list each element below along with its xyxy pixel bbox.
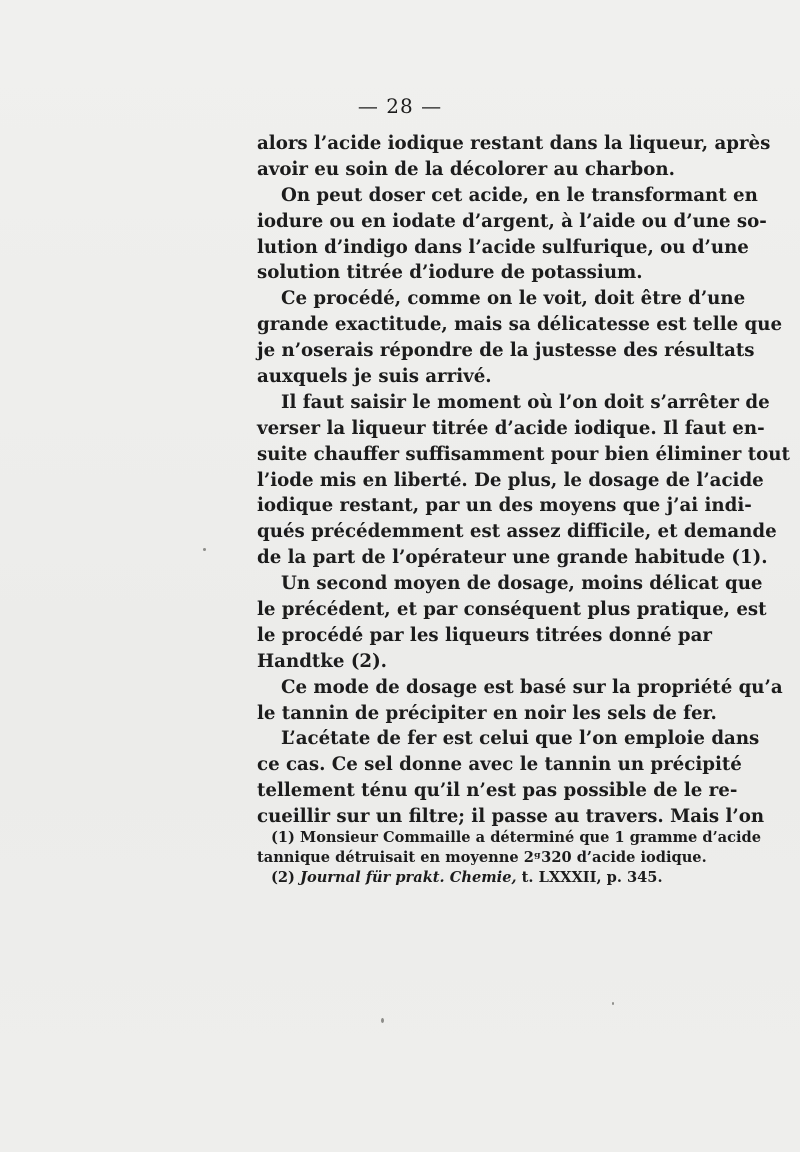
- text-line: le tannin de précipiter en noir les sels de fer.: [257, 702, 717, 724]
- text-line: lution d’indigo dans l’acide sulfurique, ou d’une: [257, 236, 749, 258]
- footnote-2-mark: (2): [271, 869, 295, 886]
- text-line: cueillir sur un filtre; il passe au travers. Mais l’on: [257, 806, 765, 828]
- footnotes: [257, 828, 762, 888]
- text-line: Handtke (2).: [257, 650, 388, 672]
- footnote-1-line-1: (1) Monsieur Commaille a déterminé que 1 gramme d’acide: [271, 829, 762, 846]
- paper-speck: [203, 548, 206, 551]
- body-text: [257, 131, 790, 830]
- text-line: le précédent, et par conséquent plus pratique, est: [257, 599, 767, 621]
- page-number: — 28 —: [357, 94, 443, 118]
- footnote-2-source: Journal für prakt. Chemie,: [300, 869, 517, 886]
- paper-speck: [381, 1018, 384, 1023]
- text-line: de la part de l’opérateur une grande habitude (1).: [257, 547, 768, 569]
- footnote-2-reference: t. LXXXII, p. 345.: [521, 869, 663, 886]
- text-line: l’iode mis en liberté. De plus, le dosage de l’acide: [257, 469, 764, 491]
- footnote-1-line-2: tannique détruisait en moyenne 2ᵍ320 d’acide iodique.: [257, 849, 707, 866]
- text-line: grande exactitude, mais sa délicatesse est telle que: [257, 314, 783, 336]
- text-line: je n’oserais répondre de la justesse des résultats: [257, 340, 755, 362]
- text-line: ce cas. Ce sel donne avec le tannin un précipité: [257, 754, 742, 776]
- text-line: verser la liqueur titrée d’acide iodique. Il faut en-: [257, 417, 765, 439]
- text-line: Ce mode de dosage est basé sur la propriété qu’a: [281, 676, 783, 698]
- text-line: L’acétate de fer est celui que l’on emploie dans: [281, 728, 760, 750]
- text-line: Un second moyen de dosage, moins délicat que: [281, 573, 763, 595]
- text-line: iodure ou en iodate d’argent, à l’aide ou d’une so-: [257, 210, 767, 232]
- text-line: alors l’acide iodique restant dans la liqueur, après: [257, 133, 771, 154]
- text-line: solution titrée d’iodure de potassium.: [257, 262, 643, 284]
- text-line: qués précédemment est assez difficile, et demande: [257, 521, 777, 543]
- text-line: suite chauffer suffisamment pour bien éliminer tout: [257, 443, 790, 465]
- text-line: Il faut saisir le moment où l’on doit s’arrêter de: [281, 391, 770, 413]
- footnote-2: [257, 868, 697, 888]
- paper-speck: [612, 1002, 614, 1005]
- text-line: le procédé par les liqueurs titrées donné par: [257, 624, 712, 646]
- text-line: iodique restant, par un des moyens que j’ai indi-: [257, 495, 752, 517]
- text-line: tellement ténu qu’il n’est pas possible de le re-: [257, 780, 738, 802]
- text-line: Ce procédé, comme on le voit, doit être d’une: [281, 288, 746, 310]
- text-line: On peut doser cet acide, en le transformant en: [281, 184, 758, 206]
- text-line: auxquels je suis arrivé.: [257, 366, 492, 388]
- text-line: avoir eu soin de la décolorer au charbon.: [257, 158, 675, 180]
